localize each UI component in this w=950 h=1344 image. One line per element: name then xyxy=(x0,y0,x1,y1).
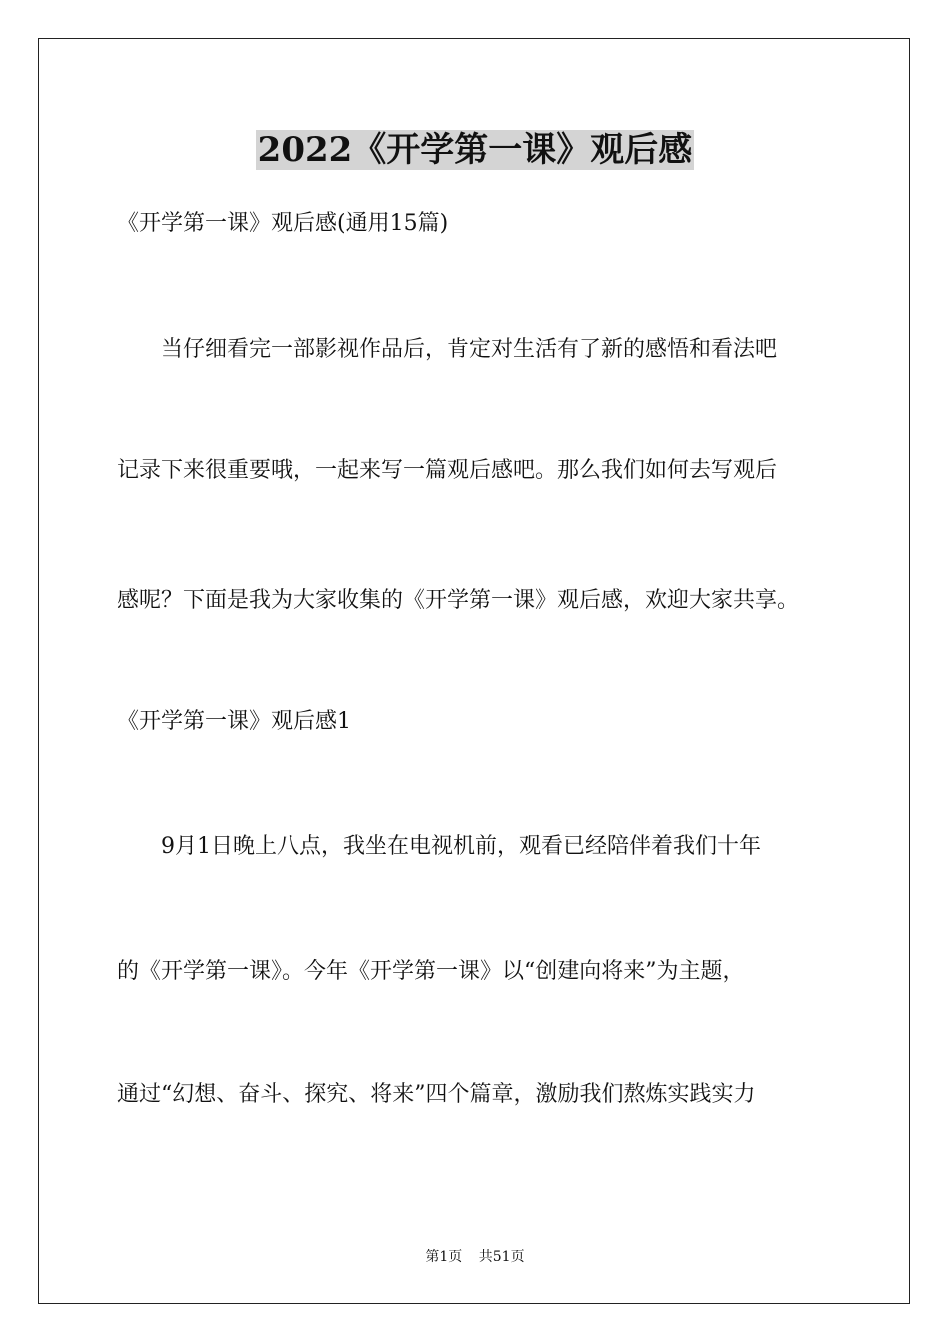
document-subtitle: 《开学第一课》观后感(通用15篇) xyxy=(117,211,449,236)
paragraph-line-1: 当仔细看完一部影视作品后，肯定对生活有了新的感悟和看法吧 xyxy=(161,337,778,362)
paragraph-line-6: 通过“幻想、奋斗、探究、将来”四个篇章，激励我们熬炼实践实力 xyxy=(117,1082,756,1107)
paragraph-line-2: 记录下来很重要哦，一起来写一篇观后感吧。那么我们如何去写观后 xyxy=(117,458,778,483)
paragraph-line-4: 9月1日晚上八点，我坐在电视机前，观看已经陪伴着我们十年 xyxy=(161,834,761,859)
document-title xyxy=(0,128,950,172)
document-title-text: 2022《开学第一课》观后感 xyxy=(257,130,693,170)
page-number: 第1页 xyxy=(425,1249,463,1265)
page-total: 共51页 xyxy=(478,1249,525,1265)
page-footer xyxy=(0,1248,950,1266)
paragraph-line-3: 感呢？下面是我为大家收集的《开学第一课》观后感，欢迎大家共享。 xyxy=(117,588,800,613)
paragraph-line-5: 的《开学第一课》。今年《开学第一课》以“创建向将来”为主题， xyxy=(117,959,745,984)
section-heading: 《开学第一课》观后感1 xyxy=(117,709,351,734)
